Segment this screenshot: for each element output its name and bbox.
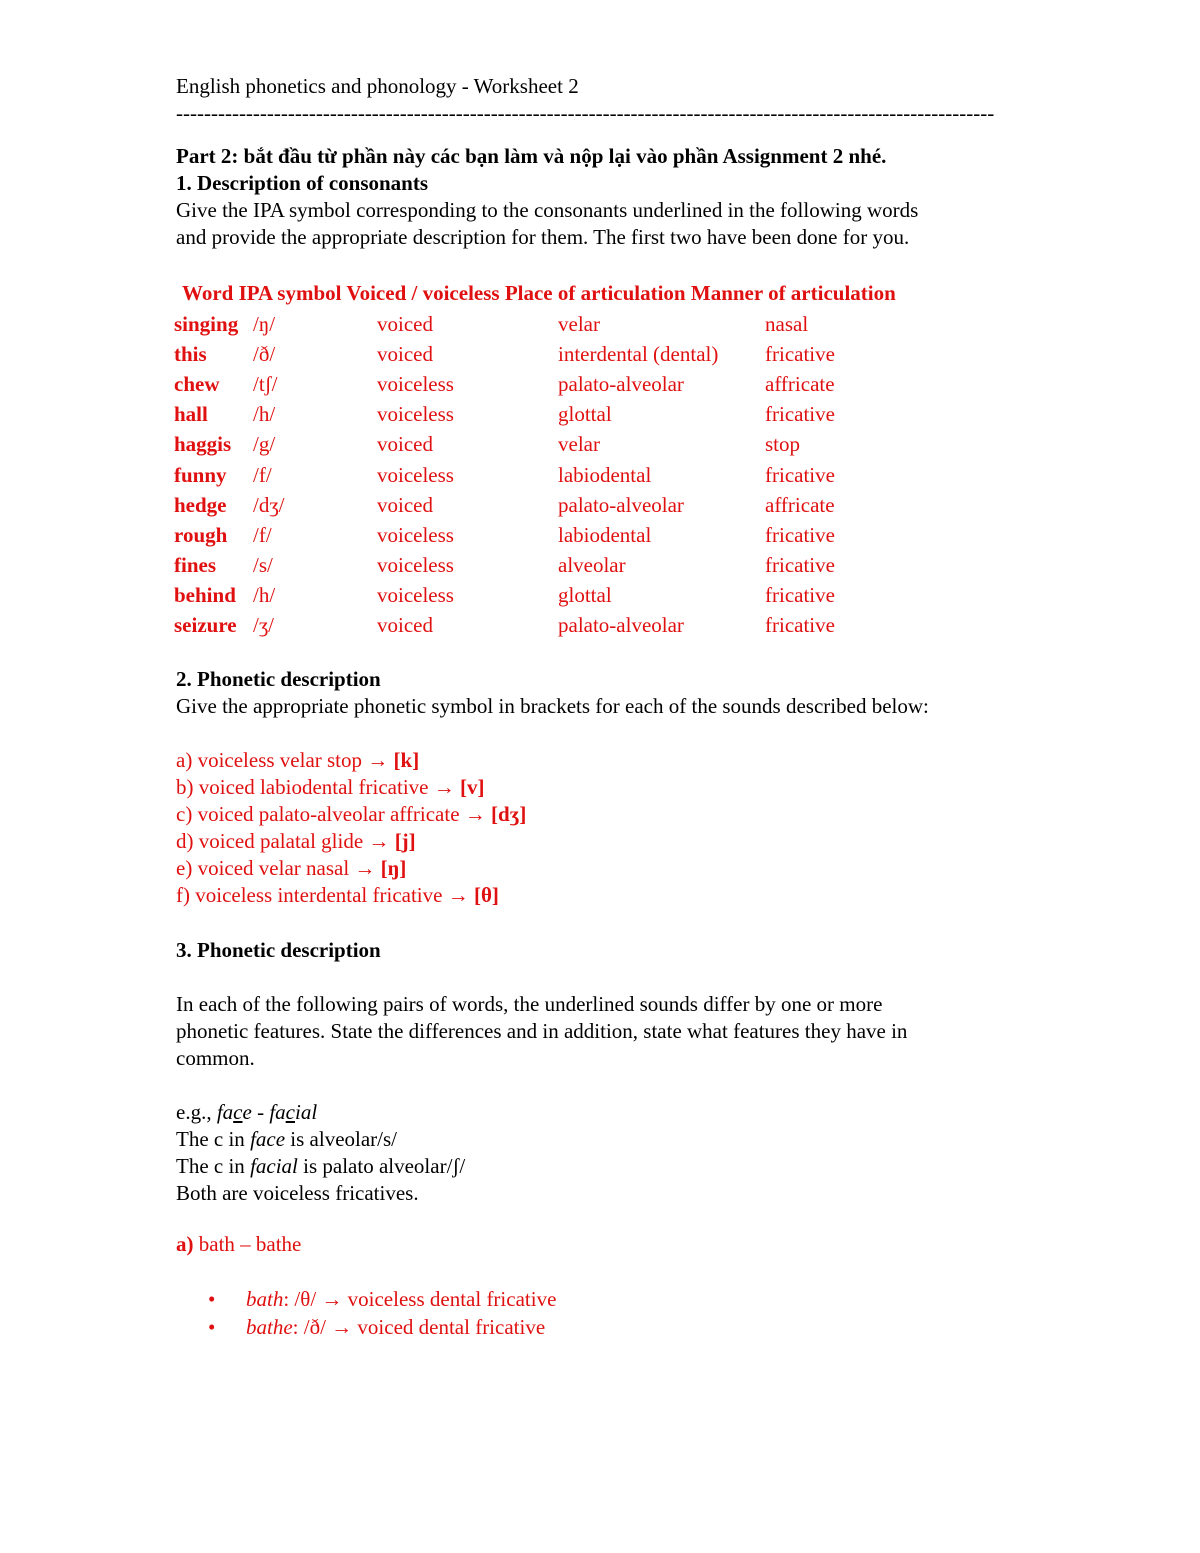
cell-manner: nasal xyxy=(765,312,809,336)
cell-ipa: /ʒ/ xyxy=(253,613,274,637)
cell-manner: fricative xyxy=(765,342,835,366)
cell-ipa: /h/ xyxy=(253,583,276,607)
table-row xyxy=(0,399,1200,429)
cell-manner: fricative xyxy=(765,402,835,426)
cell-ipa: /s/ xyxy=(253,553,273,577)
cell-ipa: /ð/ xyxy=(253,342,276,366)
separator-line: --------------------------------------------------------------------------------------------------------------------- xyxy=(176,101,995,125)
table-row xyxy=(0,339,1200,369)
answer-item xyxy=(176,828,416,855)
cell-manner: fricative xyxy=(765,463,835,487)
cell-place: palato-alveolar xyxy=(558,493,684,517)
cell-voicing: voiced xyxy=(377,493,433,517)
table-row xyxy=(0,490,1200,520)
cell-word: fines xyxy=(174,553,216,577)
bullet-icon: • xyxy=(208,1287,216,1311)
document-title: English phonetics and phonology - Worksheet 2 xyxy=(176,74,579,98)
section1-instructions-2: and provide the appropriate description for them. The first two have been done for you. xyxy=(176,225,910,249)
cell-manner: fricative xyxy=(765,523,835,547)
cell-manner: fricative xyxy=(765,613,835,637)
example-dash: - xyxy=(251,1100,270,1124)
cell-voicing: voiceless xyxy=(377,402,454,426)
cell-voicing: voiced xyxy=(377,342,433,366)
cell-word: funny xyxy=(174,463,227,487)
column-header-manner: Manner of articulation xyxy=(690,281,896,305)
section3-instructions-2: phonetic features. State the differences and in addition, state what features they have in xyxy=(176,1019,908,1043)
cell-voicing: voiceless xyxy=(377,372,454,396)
answer-symbol: [j] xyxy=(394,829,416,853)
answer-symbol: [ŋ] xyxy=(380,856,407,880)
cell-voicing: voiceless xyxy=(377,583,454,607)
section2-instructions: Give the appropriate phonetic symbol in brackets for each of the sounds described below: xyxy=(176,694,929,718)
section2-heading: 2. Phonetic description xyxy=(176,667,381,691)
item-a-heading xyxy=(176,1231,301,1258)
cell-place: velar xyxy=(558,432,600,456)
table-row xyxy=(0,520,1200,550)
cell-voicing: voiceless xyxy=(377,523,454,547)
answer-symbol: [dʒ] xyxy=(491,802,527,826)
table-row xyxy=(0,550,1200,580)
cell-word: rough xyxy=(174,523,228,547)
answer-symbol: [θ] xyxy=(473,883,499,907)
answer-description: e) voiced velar nasal → xyxy=(176,856,381,880)
section3-heading: 3. Phonetic description xyxy=(176,938,381,962)
example-word-facial: facial xyxy=(269,1100,318,1124)
table-row xyxy=(0,580,1200,610)
cell-ipa: /h/ xyxy=(253,402,276,426)
answer-symbol: [k] xyxy=(393,748,420,772)
cell-voicing: voiceless xyxy=(377,463,454,487)
cell-place: palato-alveolar xyxy=(558,372,684,396)
cell-voicing: voiced xyxy=(377,312,433,336)
section3-instructions-1: In each of the following pairs of words, the underlined sounds differ by one or more xyxy=(176,992,883,1016)
item-a-label: a) xyxy=(176,1232,194,1256)
example-word-face: face xyxy=(216,1100,252,1124)
cell-place: interdental (dental) xyxy=(558,342,719,366)
answer-description: b) voiced labiodental fricative → xyxy=(176,775,460,799)
cell-ipa: /f/ xyxy=(253,523,272,547)
table-header xyxy=(182,280,896,307)
answer-symbol: [v] xyxy=(459,775,485,799)
section3-instructions-3: common. xyxy=(176,1046,255,1070)
table-row xyxy=(0,309,1200,339)
column-header-ipa: IPA symbol xyxy=(238,281,342,305)
cell-ipa: /g/ xyxy=(253,432,276,456)
column-header-word: Word xyxy=(182,281,234,305)
cell-word: hedge xyxy=(174,493,227,517)
part2-heading: Part 2: bắt đầu từ phần này các bạn làm và nộp lại vào phần Assignment 2 nhé. xyxy=(176,144,887,168)
cell-word: this xyxy=(174,342,207,366)
answer-item xyxy=(176,882,499,909)
answer-description: f) voiceless interdental fricative → xyxy=(176,883,474,907)
table-row xyxy=(0,610,1200,640)
cell-manner: affricate xyxy=(765,372,835,396)
cell-place: labiodental xyxy=(558,463,652,487)
column-header-place: Place of articulation xyxy=(504,281,686,305)
bullet-icon: • xyxy=(208,1315,216,1339)
answer-description: a) voiceless velar stop → xyxy=(176,748,394,772)
answer-item xyxy=(176,774,484,801)
cell-word: hall xyxy=(174,402,208,426)
example-line-3: Both are voiceless fricatives. xyxy=(176,1181,419,1205)
cell-place: alveolar xyxy=(558,553,626,577)
item-a-pair: bath – bathe xyxy=(193,1232,302,1256)
cell-ipa: /ŋ/ xyxy=(253,312,276,336)
cell-place: glottal xyxy=(558,402,612,426)
cell-place: labiodental xyxy=(558,523,652,547)
cell-voicing: voiced xyxy=(377,432,433,456)
answer-description: d) voiced palatal glide → xyxy=(176,829,395,853)
answer-item xyxy=(176,855,406,882)
table-row xyxy=(0,460,1200,490)
example-line-2: The c in facial is palato alveolar/ʃ/ xyxy=(176,1154,466,1178)
cell-word: haggis xyxy=(174,432,232,456)
cell-manner: stop xyxy=(765,432,801,456)
cell-word: singing xyxy=(174,312,239,336)
cell-manner: fricative xyxy=(765,583,835,607)
cell-word: seizure xyxy=(174,613,237,637)
cell-ipa: /f/ xyxy=(253,463,272,487)
cell-word: behind xyxy=(174,583,236,607)
cell-voicing: voiceless xyxy=(377,553,454,577)
cell-manner: fricative xyxy=(765,553,835,577)
worksheet-page: English phonetics and phonology - Worksheet 2 --------------------------------------------------------------------------------------------------------------------- Part 2: bắt đầu từ phần này các bạn làm và nộp lại vào phần Assignment 2 nhé. 1. Description of consonants Give the IPA symbol corresponding to the consonants underlined in the following words and provide the appropriate description for them. The first two have been done for you. Word IPA symbol Voiced / voiceless Place of articulation Manner of articulation singing /ŋ/ voiced velar nasal this /ð/ voiced interdental (dental) fricative chew /tʃ/ voiceless palato-alveolar affricate hall /h/ voiceless glottal fricative haggis /g/ voiced velar stop funny /f/ voiceless labiodental fricative hedge /dʒ/ voiced palato-alveolar affricate rough /f/ voiceless labiodental fricative fines /s/ voiceless alveolar fricative behind /h/ voiceless glottal fricative seizure /ʒ/ voiced palato-alveolar fricative 2. Phonetic description Give the appropriate phonetic symbol in brackets for each of the sounds described below: a) voiceless velar stop → [k] b) voiced labiodental fricative → [v] c) voiced palato-alveolar affricate → [dʒ] d) voiced palatal glide → [j] e) voiced velar nasal → [ŋ] f) voiceless interdental fricative → [θ] 3. Phonetic description In each of the following pairs of words, the underlined sounds differ by one or more phonetic features. State the differences and in addition, state what features they have in common. e.g., face - facial The c in face is alveolar/s/ The c in facial is palato alveolar/ʃ/ Both are voiceless fricatives. a) bath – bathe • bath: /θ/ → voiceless dental fricative • bathe: /ð/ → voiced dental fricative xyxy=(0,0,1200,1553)
cell-ipa: /tʃ/ xyxy=(253,372,278,396)
answer-description: c) voiced palato-alveolar affricate → xyxy=(176,802,492,826)
answer-item xyxy=(176,747,419,774)
cell-place: glottal xyxy=(558,583,612,607)
example-line-1: The c in face is alveolar/s/ xyxy=(176,1127,398,1151)
table-row xyxy=(0,429,1200,459)
answer-item xyxy=(176,801,526,828)
table-row xyxy=(0,369,1200,399)
cell-place: velar xyxy=(558,312,600,336)
column-header-voicing: Voiced / voiceless xyxy=(346,281,500,305)
cell-word: chew xyxy=(174,372,220,396)
cell-voicing: voiced xyxy=(377,613,433,637)
example-prefix: e.g., xyxy=(176,1100,217,1124)
example-pair xyxy=(176,1099,317,1126)
cell-ipa: /dʒ/ xyxy=(253,493,285,517)
section1-heading: 1. Description of consonants xyxy=(176,171,429,195)
cell-manner: affricate xyxy=(765,493,835,517)
cell-place: palato-alveolar xyxy=(558,613,684,637)
section1-instructions-1: Give the IPA symbol corresponding to the consonants underlined in the following words xyxy=(176,198,919,222)
